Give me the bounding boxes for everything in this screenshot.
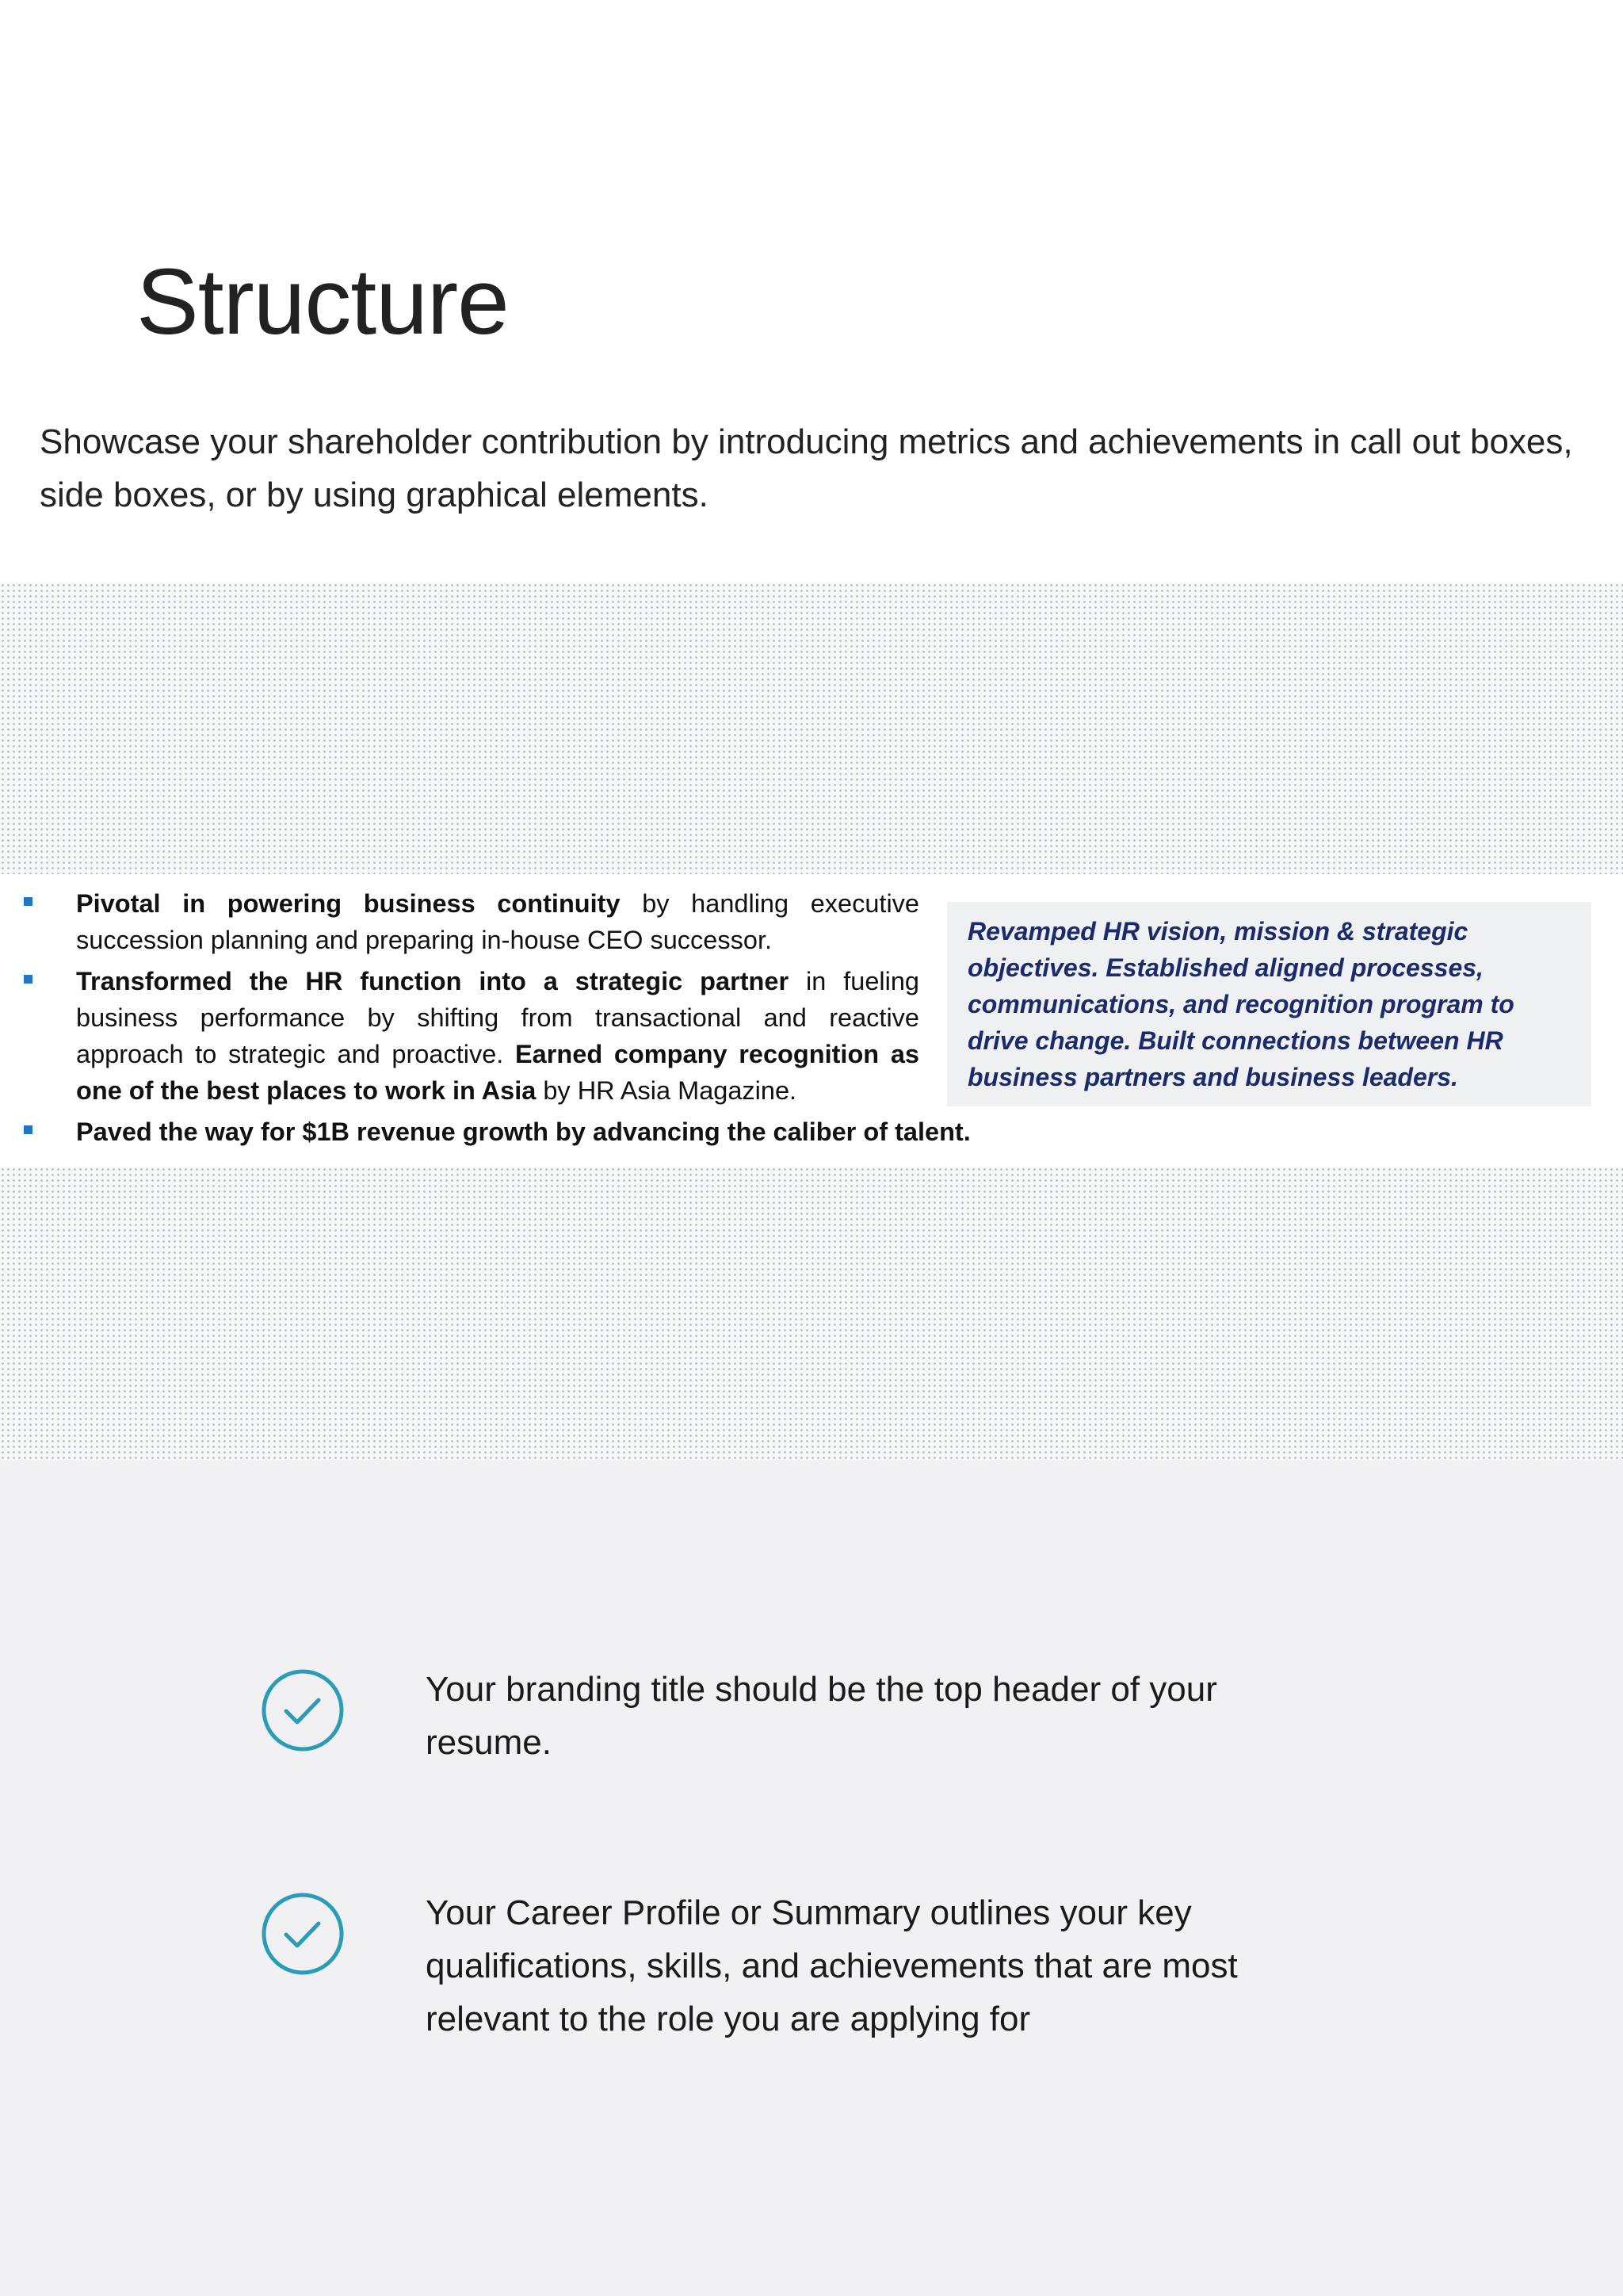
bullet-bold-text: Paved the way for $1B revenue growth by advancing the caliber of talent. xyxy=(76,1117,971,1146)
achievement-bullet xyxy=(24,885,919,958)
bullet-text: in fueling business performance by shifting from transactional and reactive approach to strategic and proactive. xyxy=(76,967,919,1068)
bullet-text: by HR Asia Magazine. xyxy=(536,1076,797,1105)
page-title: Structure xyxy=(136,250,509,354)
check-circle-icon xyxy=(262,1893,344,1975)
dotted-background-top xyxy=(0,583,1623,874)
achievement-bullet xyxy=(24,1114,1027,1150)
callout-box: Revamped HR vision, mission & strategic objectives. Established aligned processes, communications, and recognition program to drive change. Built connections between HR business partners and business leaders. xyxy=(947,902,1591,1106)
achievement-bullet xyxy=(24,963,919,1109)
achievement-bullet-list xyxy=(24,885,971,1155)
tip-text: Your Career Profile or Summary outlines your key qualifications, skills, and achievements that are most relevant to the role you are applying for xyxy=(426,1893,1238,2038)
square-bullet-icon xyxy=(24,897,32,906)
bullet-bold-text: Transformed the HR function into a strategic partner xyxy=(76,967,789,995)
tips-section xyxy=(0,1460,1623,2296)
bullet-bold-text: Earned company recognition as one of the best places to work in Asia xyxy=(76,1040,919,1105)
square-bullet-icon xyxy=(24,1125,32,1134)
dotted-background-bottom xyxy=(0,1167,1623,1460)
tip-text: Your branding title should be the top header of your resume. xyxy=(426,1670,1217,1762)
bullet-text: by handling executive succession planning and preparing in-house CEO successor. xyxy=(76,889,919,954)
intro-paragraph: Showcase your shareholder contribution by introducing metrics and achievements in call out boxes, side boxes, or by using graphical elements. xyxy=(40,422,1573,514)
square-bullet-icon xyxy=(24,975,32,984)
check-circle-icon xyxy=(262,1669,344,1752)
bullet-bold-text: Pivotal in powering business continuity xyxy=(76,889,621,918)
